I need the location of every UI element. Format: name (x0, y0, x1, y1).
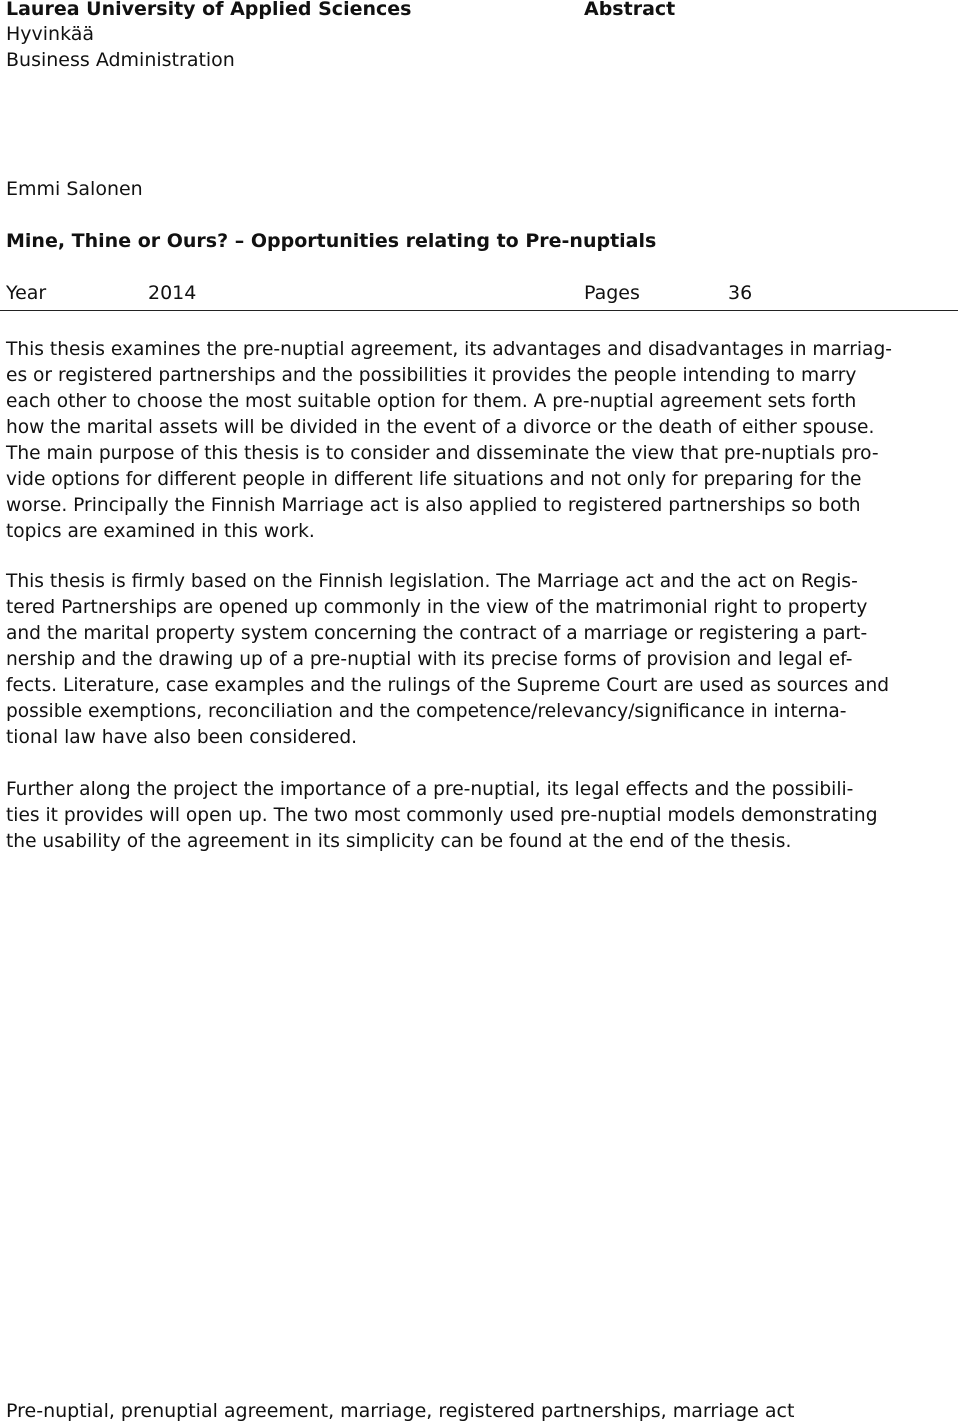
text-line: Further along the project the importance of a pre-nuptial, its legal effects and the possibili- (6, 779, 854, 800)
text-line: tered Partnerships are opened up commonly in the view of the matrimonial right to property (6, 597, 868, 618)
header-divider (0, 310, 958, 311)
pages-value: 36 (728, 282, 753, 304)
text-line: how the marital assets will be divided in the event of a divorce or the death of either spouse. (6, 417, 875, 438)
author-name: Emmi Salonen (6, 178, 143, 200)
text-line: the usability of the agreement in its simplicity can be found at the end of the thesis. (6, 831, 792, 852)
programme-name: Business Administration (6, 49, 235, 71)
text-line: nership and the drawing up of a pre-nuptial with its precise forms of provision and legal ef- (6, 649, 853, 670)
text-line: fects. Literature, case examples and the rulings of the Supreme Court are used as sources and (6, 675, 890, 696)
abstract-paragraph-1 (6, 337, 956, 545)
text-line: topics are examined in this work. (6, 521, 315, 542)
text-line: and the marital property system concerning the contract of a marriage or registering a part- (6, 623, 868, 644)
abstract-paragraph-3 (6, 777, 956, 855)
text-line: possible exemptions, reconciliation and the competence/relevancy/significance in interna- (6, 701, 847, 722)
institution-name: Laurea University of Applied Sciences (6, 0, 412, 20)
text-line: tional law have also been considered. (6, 727, 358, 748)
text-line: worse. Principally the Finnish Marriage act is also applied to registered partnerships so both (6, 495, 861, 516)
abstract-paragraph-2 (6, 569, 956, 751)
year-label: Year (6, 282, 47, 304)
text-line: This thesis is firmly based on the Finnish legislation. The Marriage act and the act on Regis- (6, 571, 858, 592)
text-line: each other to choose the most suitable option for them. A pre-nuptial agreement sets forth (6, 391, 857, 412)
keywords: Pre-nuptial, prenuptial agreement, marriage, registered partnerships, marriage act (6, 1400, 795, 1422)
thesis-title: Mine, Thine or Ours? – Opportunities relating to Pre-nuptials (6, 230, 657, 252)
pages-label: Pages (584, 282, 640, 304)
text-line: ties it provides will open up. The two most commonly used pre-nuptial models demonstrating (6, 805, 878, 826)
campus-name: Hyvinkää (6, 23, 95, 45)
document-type: Abstract (584, 0, 676, 20)
text-line: The main purpose of this thesis is to consider and disseminate the view that pre-nuptials pro- (6, 443, 879, 464)
year-value: 2014 (148, 282, 197, 304)
text-line: vide options for different people in different life situations and not only for preparing for the (6, 469, 862, 490)
text-line: This thesis examines the pre-nuptial agreement, its advantages and disadvantages in marriag- (6, 339, 892, 360)
text-line: es or registered partnerships and the possibilities it provides the people intending to marry (6, 365, 857, 386)
